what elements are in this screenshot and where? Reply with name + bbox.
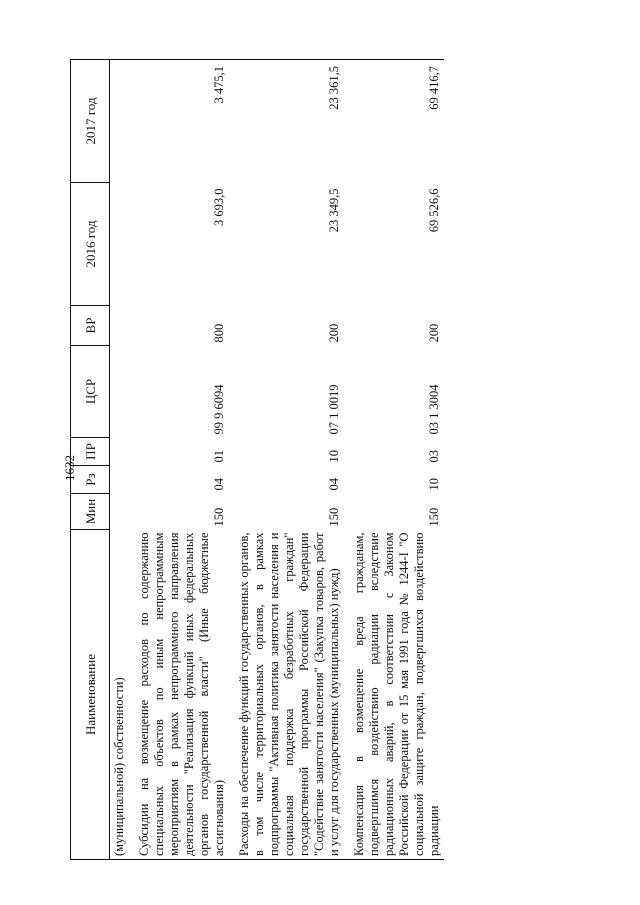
header-name: Наименование (71, 530, 110, 860)
continuation-text: (муниципальной) собственности) (110, 530, 130, 860)
row-csr: 03 1 3004 (427, 384, 441, 435)
row-pr: 03 (427, 450, 441, 463)
budget-table-page (70, 60, 590, 860)
row-min: 150 (212, 507, 226, 527)
row-rz: 04 (212, 478, 226, 491)
header-2017: 2017 год (71, 60, 110, 183)
row-vr: 800 (212, 323, 226, 343)
row-2016: 69 526,6 (427, 188, 441, 233)
row-pr: 10 (327, 450, 341, 463)
table-row (235, 60, 344, 860)
table-header-row (71, 60, 110, 860)
table-row (135, 60, 229, 860)
row-vr: 200 (427, 323, 441, 343)
row-2016: 3 693,0 (212, 188, 226, 226)
header-min: Мин (71, 494, 110, 530)
header-vr: ВР (71, 306, 110, 346)
row-2017: 3 475,1 (135, 60, 229, 183)
row-name: Расходы на обеспечение функций государственных органов, в том числе территориальных органов, в рамках подпрограммы "Активная политика занятости населения и социальная поддержка безработных граждан" государственной программы Российской Федерации "Содействие занятости населения" (Закупка товаров, работ и услуг для государственных (муниципальных) нужд) (235, 530, 344, 860)
row-2017: 69 416,7 (350, 60, 444, 183)
row-rz: 10 (427, 478, 441, 491)
page-number: 1632 (62, 455, 77, 481)
row-name: Субсидии на возмещение расходов по содержанию специальных объектов по иным непрограммным мероприятиям в рамках непрограммного направления деятельности "Реализация функций иных федеральных органов государственной власти" (Иные бюджетные ассигнования) (135, 530, 229, 860)
row-vr: 200 (327, 323, 341, 343)
row-csr: 99 9 6094 (212, 384, 226, 435)
header-pr: ПР (71, 438, 110, 466)
budget-table (70, 59, 444, 860)
row-2016: 23 349,5 (327, 188, 341, 233)
row-2017: 23 361,5 (235, 60, 344, 183)
table-row-continuation (110, 60, 130, 860)
row-rz: 04 (327, 478, 341, 491)
header-2016: 2016 год (71, 183, 110, 306)
row-min: 150 (427, 507, 441, 527)
row-pr: 01 (212, 450, 226, 463)
row-name: Компенсация в возмещение вреда гражданам, подвергшимся воздействию радиации вследствие радиационных аварий, в соответствии с Законом Российской Федерации от 15 мая 1991 года № 1244-I "О социальной защите граждан, подвергшихся воздействию радиации (350, 530, 444, 860)
header-csr: ЦСР (71, 346, 110, 438)
table-row (350, 60, 444, 860)
header-rz: Рз (71, 466, 110, 494)
row-csr: 07 1 0019 (327, 384, 341, 435)
row-min: 150 (327, 507, 341, 527)
